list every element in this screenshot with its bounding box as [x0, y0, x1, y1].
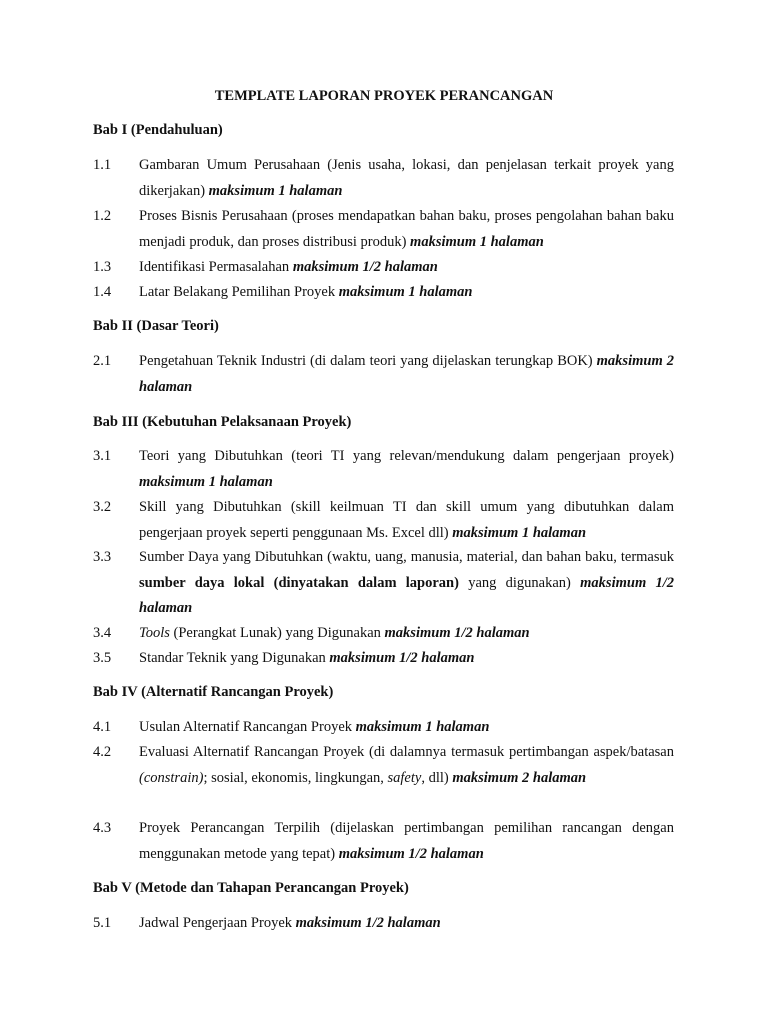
item-number: 1.4: [93, 284, 112, 300]
item-number: 1.3: [93, 259, 112, 275]
item-text-end: , dll): [421, 769, 449, 786]
item-number: 4.3: [93, 820, 112, 836]
list-item-4-2: [93, 740, 674, 791]
list-item-3-3: [93, 545, 674, 622]
chapter-4-heading: Bab IV (Alternatif Rancangan Proyek): [93, 684, 334, 700]
item-text: Teori yang Dibutuhkan (teori TI yang relevan/mendukung dalam pengerjaan proyek): [139, 448, 674, 464]
item-text: Gambaran Umum Perusahaan (Jenis usaha, lokasi, dan penjelasan terkait proyek yang dikerjakan): [139, 157, 674, 199]
item-max-pages: maksimum 1 halaman: [452, 524, 587, 541]
item-text: Evaluasi Alternatif Rancangan Proyek (di dalamnya termasuk pertimbangan aspek/batasan: [139, 744, 674, 760]
list-item-3-4: [93, 621, 674, 647]
item-max-pages: maksimum 1 halaman: [355, 719, 490, 735]
list-item-3-1: [93, 444, 674, 495]
item-number: 3.2: [93, 499, 112, 515]
chapter-2-heading: Bab II (Dasar Teori): [93, 318, 219, 334]
chapter-5-heading: Bab V (Metode dan Tahapan Perancangan Proyek): [93, 880, 409, 896]
item-text: Standar Teknik yang Digunakan: [139, 650, 326, 666]
chapter-1-heading: Bab I (Pendahuluan): [93, 122, 223, 138]
item-text: Proses Bisnis Perusahaan (proses mendapatkan bahan baku, proses pengolahan bahan baku menjadi produk, dan proses distribusi produk): [139, 208, 674, 250]
item-max-pages: maksimum 1/2 halaman: [338, 845, 484, 862]
item-max-pages: maksimum 1 halaman: [139, 473, 273, 490]
item-italic-text: Tools: [139, 625, 170, 641]
item-number: 3.1: [93, 448, 112, 464]
item-text: Sumber Daya yang Dibutuhkan (waktu, uang, manusia, material, dan bahan baku, termasuk: [139, 549, 674, 565]
item-text: Skill yang Dibutuhkan (skill keilmuan TI dan skill umum yang dibutuhkan dalam pengerjaan proyek seperti penggunaan Ms. Excel dll): [139, 499, 674, 541]
item-max-pages: maksimum 1/2 halaman: [139, 574, 675, 616]
list-item-4-1: [93, 715, 674, 741]
item-text: (Perangkat Lunak) yang Digunakan: [173, 625, 381, 641]
item-italic-constrain: (constrain): [139, 769, 204, 786]
list-item-3-2: [93, 495, 674, 546]
item-max-pages: maksimum 1/2 halaman: [292, 259, 438, 275]
item-number: 3.4: [93, 625, 112, 641]
list-item-1-2: [93, 204, 674, 255]
item-number: 3.3: [93, 549, 112, 565]
item-max-pages: maksimum 1 halaman: [208, 182, 343, 199]
item-number: 5.1: [93, 915, 112, 931]
item-number: 4.1: [93, 719, 112, 735]
item-max-pages: maksimum 2 halaman: [139, 353, 674, 395]
item-max-pages: maksimum 2 halaman: [452, 769, 587, 786]
list-item-1-4: [93, 280, 674, 306]
item-number: 4.2: [93, 744, 112, 760]
item-text-continued: ; sosial, ekonomis, lingkungan,: [203, 769, 384, 786]
item-max-pages: maksimum 1/2 halaman: [295, 915, 441, 931]
list-item-5-1: [93, 911, 674, 937]
chapter-3-heading: Bab III (Kebutuhan Pelaksanaan Proyek): [93, 414, 352, 430]
item-text: Latar Belakang Pemilihan Proyek: [139, 284, 336, 300]
item-bold-text: sumber daya lokal (dinyatakan dalam laporan): [139, 574, 459, 591]
item-max-pages: maksimum 1/2 halaman: [384, 625, 530, 641]
item-number: 1.1: [93, 157, 112, 173]
item-text-continued: yang digunakan): [468, 574, 571, 591]
item-number: 1.2: [93, 208, 112, 224]
item-text: Pengetahuan Teknik Industri (di dalam teori yang dijelaskan terungkap BOK): [139, 353, 593, 369]
item-text: Usulan Alternatif Rancangan Proyek: [139, 719, 353, 735]
list-item-3-5: [93, 646, 674, 672]
item-number: 2.1: [93, 353, 112, 369]
item-italic-safety: safety: [387, 769, 422, 786]
list-item-4-3: [93, 816, 674, 867]
item-max-pages: maksimum 1 halaman: [410, 233, 544, 250]
document-title: TEMPLATE LAPORAN PROYEK PERANCANGAN: [214, 88, 554, 104]
item-text: Proyek Perancangan Terpilih (dijelaskan pertimbangan pemilihan rancangan dengan menggunakan metode yang tepat): [139, 820, 674, 862]
list-item-1-1: [93, 153, 674, 204]
list-item-1-3: [93, 255, 674, 281]
item-number: 3.5: [93, 650, 112, 666]
item-max-pages: maksimum 1/2 halaman: [329, 650, 475, 666]
list-item-2-1: [93, 349, 674, 400]
item-text: Jadwal Pengerjaan Proyek: [139, 915, 293, 931]
item-text: Identifikasi Permasalahan: [139, 259, 290, 275]
item-max-pages: maksimum 1 halaman: [338, 284, 473, 300]
